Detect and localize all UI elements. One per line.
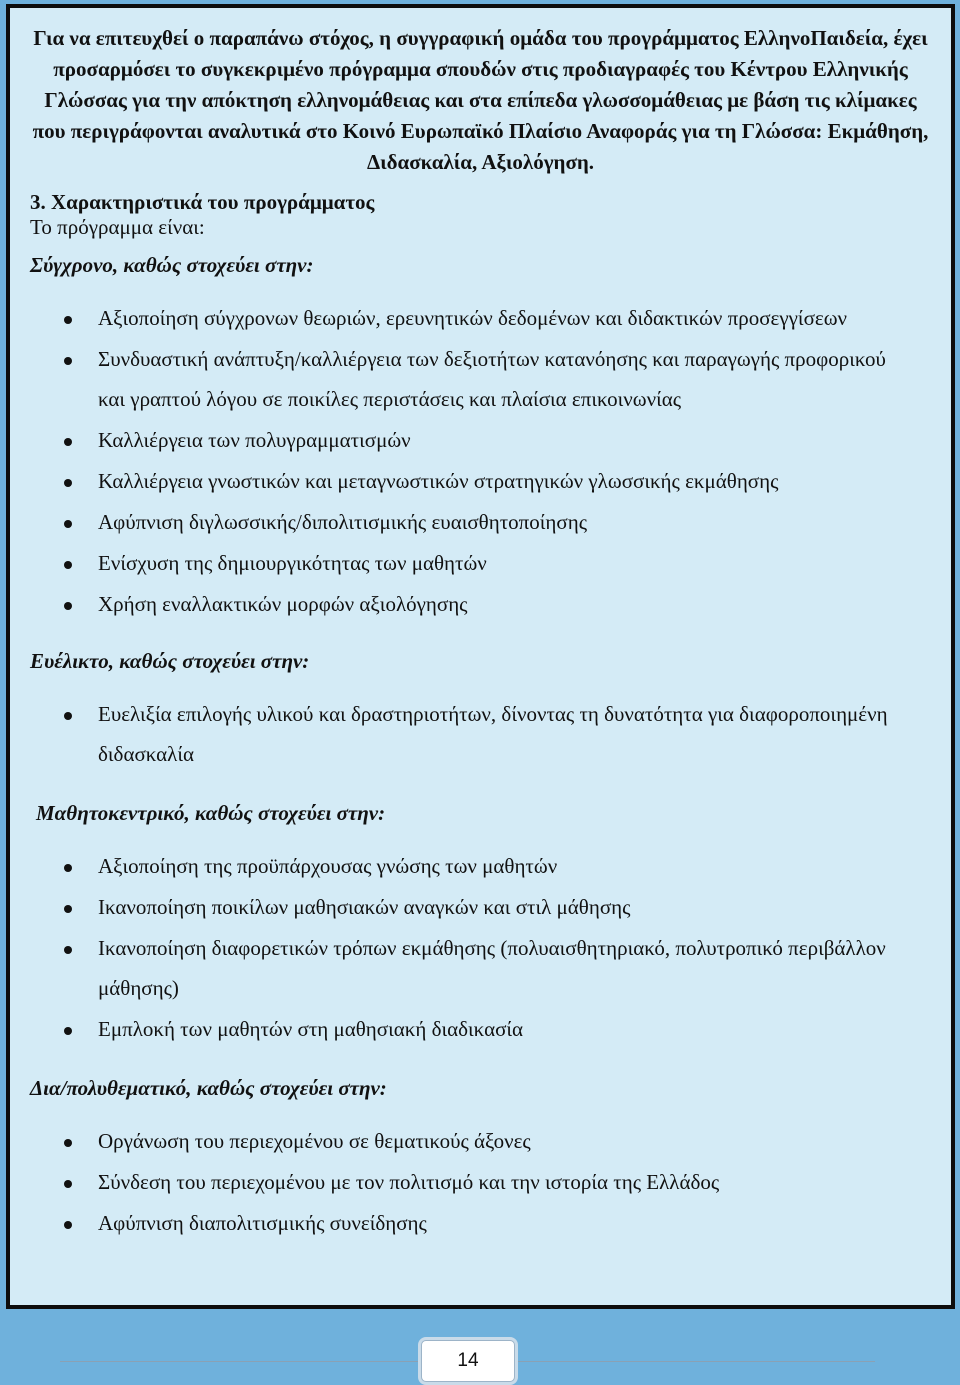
list-item: [10, 585, 910, 625]
bullet-icon: [64, 561, 72, 569]
list-item: [10, 1163, 910, 1203]
bullet-icon: [64, 864, 72, 872]
section-heading: 3. Χαρακτηριστικά του προγράμματος: [30, 190, 375, 214]
bullet-list-contemporary: [10, 299, 910, 626]
bullet-icon: [64, 1221, 72, 1229]
list-item: [10, 929, 910, 1008]
list-item-text: Αφύπνιση διαπολιτισμικής συνείδησης: [98, 1211, 427, 1235]
list-item-text: Οργάνωση του περιεχομένου σε θεματικούς άξονες: [98, 1129, 531, 1153]
group-title-interdisciplinary: Δια/πολυθεματικό, καθώς στοχεύει στην:: [30, 1076, 387, 1100]
list-item-text: Χρήση εναλλακτικών μορφών αξιολόγησης: [98, 591, 468, 616]
list-item: [10, 1010, 910, 1050]
list-item-text: Εμπλοκή των μαθητών στη μαθησιακή διαδικασία: [98, 1016, 524, 1041]
list-item-text: Ενίσχυση της δημιουργικότητας των μαθητών: [98, 550, 487, 575]
list-item: [10, 888, 910, 928]
list-item: [10, 299, 910, 339]
list-item: [10, 847, 910, 887]
list-item-text: Ικανοποίηση ποικίλων μαθησιακών αναγκών και στιλ μάθησης: [98, 895, 631, 919]
group-title-contemporary: Σύγχρονο, καθώς στοχεύει στην:: [30, 253, 314, 277]
bullet-icon: [64, 357, 72, 365]
bullet-icon: [64, 438, 72, 446]
list-item: [10, 340, 910, 419]
page-number: 14: [421, 1340, 515, 1382]
bullet-icon: [64, 602, 72, 610]
bullet-icon: [64, 1139, 72, 1147]
list-item-text: Αξιοποίηση της προϋπάρχουσας γνώσης των μαθητών: [98, 854, 558, 878]
list-item-text: Ευελιξία επιλογής υλικού και δραστηριοτήτων, δίνοντας τη δυνατότητα για διαφοροποιημένη διδασκαλία: [98, 702, 888, 766]
bullet-icon: [64, 520, 72, 528]
bullet-list-interdisciplinary: [10, 1122, 910, 1245]
list-item-text: Αφύπνιση διγλωσσικής/διπολιτισμικής ευαισθητοποίησης: [98, 509, 588, 534]
list-item-text: Ικανοποίηση διαφορετικών τρόπων εκμάθησης (πολυαισθητηριακό, πολυτροπικό περιβάλλον μάθησης): [98, 936, 886, 1000]
section-subtitle: Το πρόγραμμα είναι:: [30, 215, 205, 239]
content-box: [6, 4, 955, 1309]
bullet-icon: [64, 905, 72, 913]
list-item-text: Καλλιέργεια γνωστικών και μεταγνωστικών στρατηγικών γλωσσικής εκμάθησης: [98, 468, 779, 493]
list-item: [10, 503, 910, 543]
list-item: [10, 544, 910, 584]
bullet-list-student-centered: [10, 847, 910, 1051]
intro-paragraph: Για να επιτευχθεί ο παραπάνω στόχος, η συγγραφική ομάδα του προγράμματος ΕλληνοΠαιδεία, έχει προσαρμόσει το συγκεκριμένο πρόγραμμα σπουδών στις προδιαγραφές του Κέντρου Ελληνικής Γλώσσας για την απόκτηση ελληνομάθειας και στα επίπεδα γλωσσομάθειας με βάση τις κλίμακες που περιγράφονται αναλυτικά στο Κοινό Ευρωπαϊκό Πλαίσιο Αναφοράς για τη Γλώσσα: Εκμάθηση, Διδασκαλία, Αξιολόγηση.: [32, 26, 929, 174]
list-item: [10, 695, 910, 774]
bullet-icon: [64, 1180, 72, 1188]
bullet-icon: [64, 316, 72, 324]
list-item: [10, 462, 910, 502]
list-item-text: Συνδυαστική ανάπτυξη/καλλιέργεια των δεξιοτήτων κατανόησης και παραγωγής προφορικού και γραπτού λόγου σε ποικίλες περιστάσεις και πλαίσια επικοινωνίας: [98, 347, 886, 411]
list-item-text: Αξιοποίηση σύγχρονων θεωριών, ερευνητικών δεδομένων και διδακτικών προσεγγίσεων: [98, 306, 848, 330]
list-item: [10, 1204, 910, 1244]
group-title-student-centered: Μαθητοκεντρικό, καθώς στοχεύει στην:: [36, 801, 386, 825]
list-item-text: Καλλιέργεια των πολυγραμματισμών: [98, 427, 411, 452]
bullet-icon: [64, 712, 72, 720]
bullet-icon: [64, 946, 72, 954]
group-title-flexible: Ευέλικτο, καθώς στοχεύει στην:: [30, 649, 310, 673]
bullet-icon: [64, 1027, 72, 1035]
list-item: [10, 421, 910, 461]
bullet-list-flexible: [10, 695, 910, 776]
bullet-icon: [64, 479, 72, 487]
list-item: [10, 1122, 910, 1162]
list-item-text: Σύνδεση του περιεχομένου με τον πολιτισμό και την ιστορία της Ελλάδος: [98, 1170, 720, 1194]
